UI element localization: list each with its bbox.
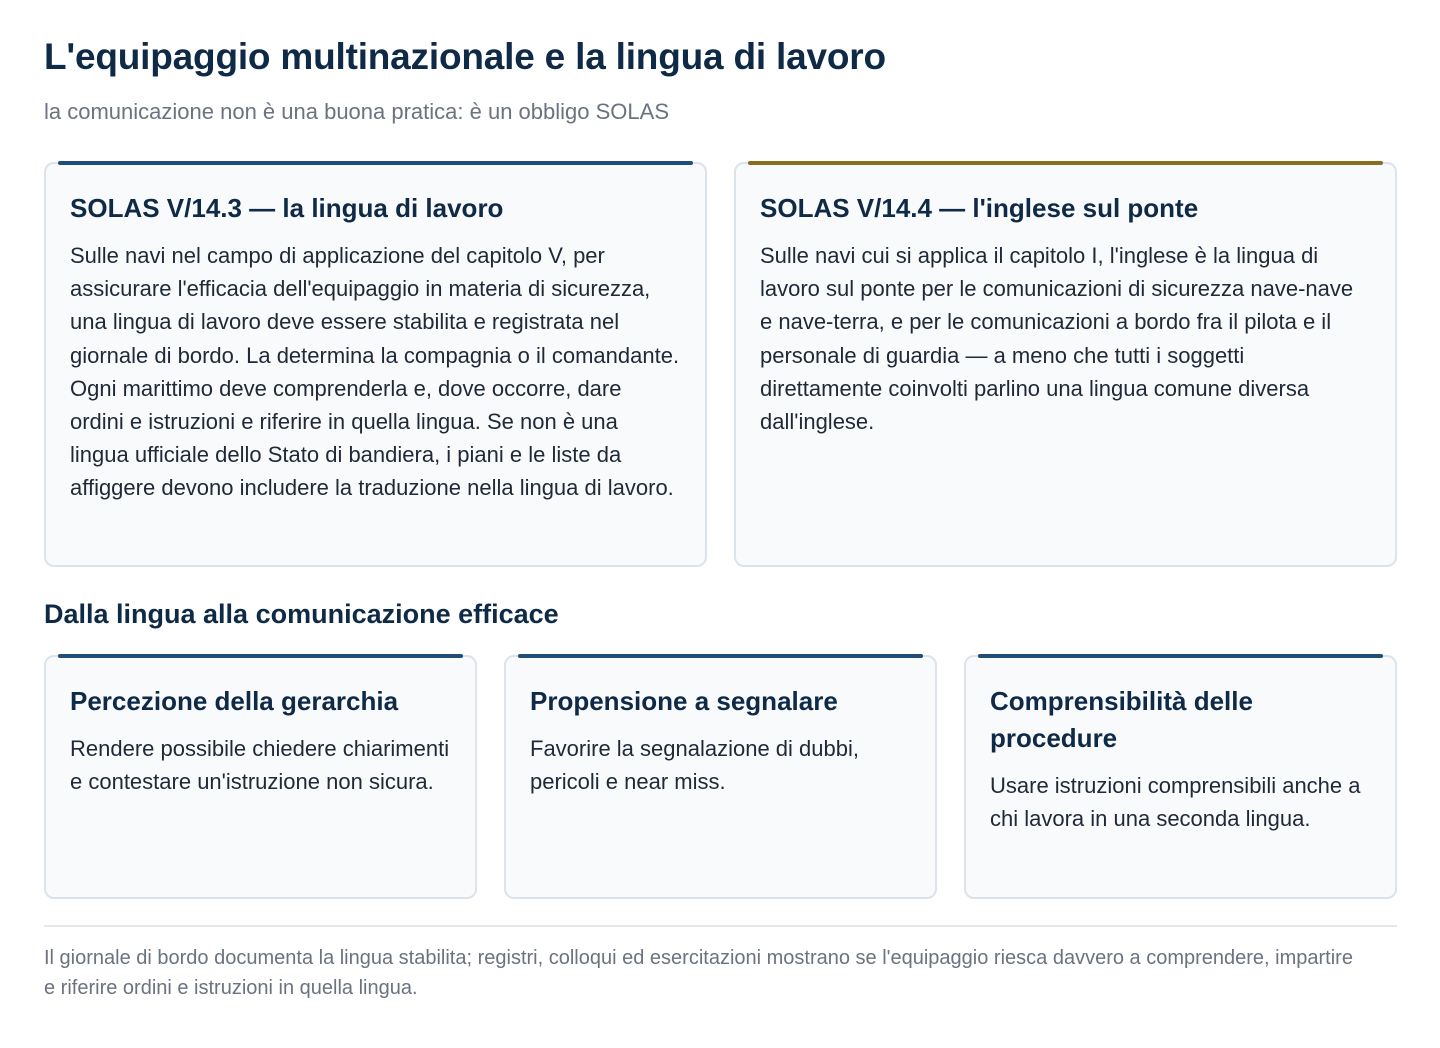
card-title: Percezione della gerarchia: [70, 686, 399, 716]
card-title: Comprensibilità delle procedure: [990, 686, 1253, 753]
card-title: SOLAS V/14.3 — la lingua di lavoro: [70, 193, 504, 223]
page-subtitle: la comunicazione non è una buona pratica: è un obbligo SOLAS: [44, 99, 669, 124]
card-title: SOLAS V/14.4 — l'inglese sul ponte: [760, 193, 1199, 223]
card-body: Favorire la segnalazione di dubbi, pericoli e near miss.: [530, 736, 859, 795]
card-body: Usare istruzioni comprensibili anche a chi lavora in una seconda lingua.: [990, 773, 1361, 832]
divider: [44, 925, 1397, 927]
page-title: L'equipaggio multinazionale e la lingua di lavoro: [44, 36, 886, 77]
section-title: Dalla lingua alla comunicazione efficace: [44, 599, 559, 629]
card-body: Rendere possibile chiedere chiarimenti e contestare un'istruzione non sicura.: [70, 736, 450, 795]
card-solas-v-14-4: [734, 162, 1397, 567]
card-body: Sulle navi nel campo di applicazione del capitolo V, per assicurare l'efficacia dell'equipaggio in materia di sicurezza, una lingua di lavoro deve essere stabilita e registrata nel giornale di bordo. La determina la compagnia o il comandante. Ogni marittimo deve comprenderla e, dove occorre, dare ordini e istruzioni e riferire in quella lingua. Se non è una lingua ufficiale dello Stato di bandiera, i piani e le liste da affiggere devono includere la traduzione nella lingua di lavoro.: [70, 243, 680, 501]
card-gerarchia: [44, 655, 477, 899]
footnote: Il giornale di bordo documenta la lingua stabilita; registri, colloqui ed esercitazioni mostrano se l'equipaggio riesca davvero a comprendere, impartire e riferire ordini e istruzioni in quella lingua.: [44, 947, 1353, 999]
card-title: Propensione a segnalare: [530, 686, 838, 716]
document-page: [44, 32, 1397, 999]
card-body: Sulle navi cui si applica il capitolo I, l'inglese è la lingua di lavoro sul ponte per le comunicazioni di sicurezza nave-nave e nave-terra, e per le comunicazioni a bordo fra il pilota e il personale di guardia — a meno che tutti i soggetti direttamente coinvolti parlino una lingua comune diversa dall'inglese.: [760, 243, 1354, 435]
card-solas-v-14-3: [44, 162, 707, 567]
card-procedure: [964, 655, 1397, 899]
card-segnalare: [504, 655, 937, 899]
